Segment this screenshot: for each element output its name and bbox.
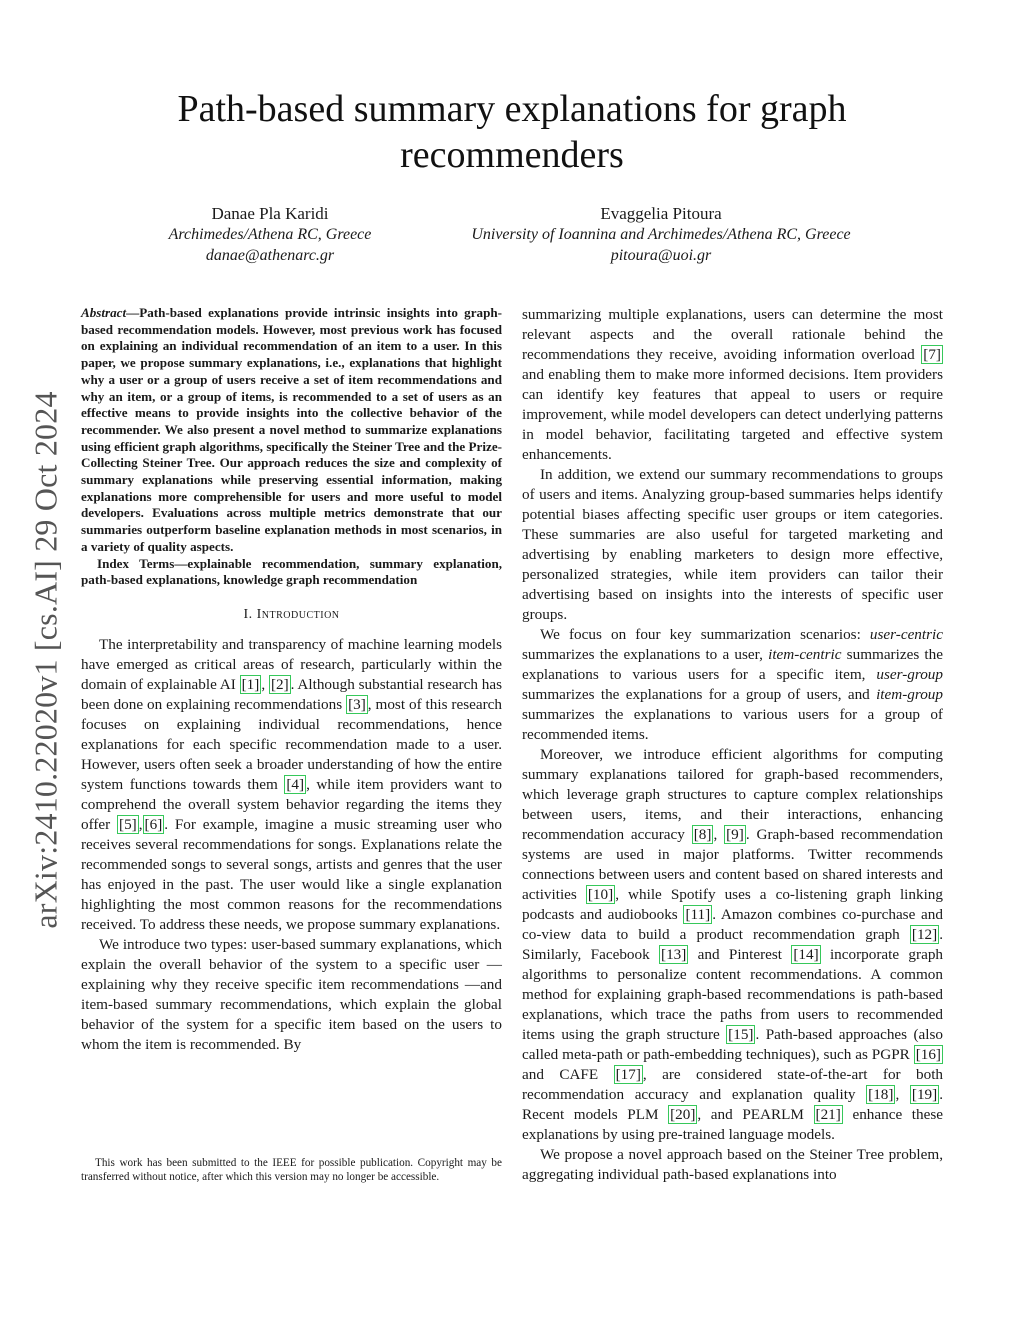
- footnote: This work has been submitted to the IEEE for possible publication. Copyright may be transferred without notice, after which this version may no longer be accessible.: [81, 1157, 502, 1183]
- paragraph: Moreover, we introduce efficient algorithms for computing summary explanations tailored for graph-based recommenders, which leverage graph structures to capture complex relationships between users, items, and their interactions, enhancing recommendation accuracy [8] , [9] . Graph-based recommendation systems are used in major platforms. Twitter recommends connections between users and content based on shared interests and activities [10] , while Spotify uses a co-listening graph linking podcasts and audiobooks [11] . Amazon combines co-purchase and co-view data to build a product recommendation graph [12] . Similarly, Facebook [13] and Pinterest [14] incorporate graph algorithms to personalize content recommendations. A common method for explaining graph-based recommendations is path-based explanations, which trace the paths from users to recommended items using the graph structure [15] . Path-based approaches (also called meta-path or path-embedding techniques), such as PGPR [16] and CAFE [17] , are considered state-of-the-art for both recommendation accuracy and explanation quality [18] , [19] . Recent models PLM [20] , and PEARLM [21] enhance these explanations by using pre-trained language models.: [522, 746, 944, 1143]
- citation-link[interactable]: [20]: [670, 1106, 696, 1123]
- index-terms-label: Index Terms: [97, 555, 175, 571]
- citation-link[interactable]: [18]: [868, 1086, 894, 1103]
- citation-link[interactable]: [2]: [270, 675, 289, 693]
- author-name: Danae Pla Karidi: [211, 204, 329, 223]
- paper-title: Path-based summary explanations for graph recommenders: [177, 88, 847, 176]
- author-affiliation: Archimedes/Athena RC, Greece: [168, 226, 372, 243]
- citation-link[interactable]: [3]: [348, 695, 366, 713]
- citation-link[interactable]: [19]: [911, 1086, 938, 1103]
- author-block-2: [440, 203, 882, 266]
- index-terms-text: —explainable recommendation, summary explanation, path-based explanations, knowledge graph recommendation: [81, 555, 503, 588]
- abstract: [81, 305, 502, 556]
- author-name: Evaggelia Pitoura: [600, 204, 722, 223]
- author-email: danae@athenarc.gr: [205, 247, 335, 264]
- author-affiliation: University of Ioannina and Archimedes/Athena RC, Greece: [471, 226, 851, 243]
- citation-link[interactable]: [1]: [241, 675, 260, 693]
- citation-link[interactable]: [17]: [615, 1066, 641, 1083]
- citation-link[interactable]: [9]: [726, 826, 744, 843]
- right-column: [522, 305, 943, 1185]
- paragraph: The interpretability and transparency of machine learning models have emerged as critical areas of research, particularly within the domain of explainable AI [1] , [2] . Although substantial research has been done on explaining recommendations [3] , most of this research focuses on explaining individual recommendations, hence explanations for each specific recommendation made to a user. However, users often seek a broader understanding of how the entire system functions towards them [4] , while item providers want to comprehend the overall system behavior regarding the items they offer [5] , [6] . For example, imagine a music streaming user who receives several recommendations for songs. Explanations relate the recommended songs to several songs, artists and genres that the user has enjoyed in the past. The user would like a single explanation highlighting the most common reasons for the recommendations received. To address these needs, we propose summary explanations.: [81, 635, 502, 933]
- paragraph: In addition, we extend our summary recommendations to groups of users and items. Analyzing group-based summaries helps identify potential biases affecting specific user groups or item categories. These summaries are also useful for targeted marketing and advertising by enabling marketers to design more effective, personalized strategies, while item providers can tailor their advertising based on insights into the interests of specific user groups.: [522, 466, 943, 623]
- citation-link[interactable]: [21]: [815, 1106, 841, 1123]
- section-title: Introduction: [256, 606, 340, 622]
- citation-link[interactable]: [6]: [144, 815, 163, 833]
- author-block-1: [140, 203, 400, 266]
- citation-link[interactable]: [12]: [911, 926, 938, 943]
- citation-link[interactable]: [8]: [693, 826, 712, 843]
- paragraph: We focus on four key summarization scenarios: user-centric summarizes the explanations to a user, item-centric summarizes the explanations to various users for a specific item, user-group summarizes the explanations for a group of users, and item-group summarizes the explanations to various users for a group of recommended items.: [522, 626, 943, 743]
- paragraph: We propose a novel approach based on the Steiner Tree problem, aggregating individual path-based explanations into: [522, 1146, 943, 1183]
- arxiv-identifier: arXiv:2410.22020v1 [cs.AI] 29 Oct 2024: [27, 391, 64, 929]
- citation-link[interactable]: [7]: [923, 346, 941, 363]
- section-number: I.: [243, 606, 253, 622]
- citation-link[interactable]: [5]: [119, 815, 137, 833]
- citation-link[interactable]: [13]: [661, 946, 687, 963]
- citation-link[interactable]: [4]: [286, 775, 305, 793]
- citation-link[interactable]: [15]: [728, 1026, 754, 1043]
- citation-link[interactable]: [11]: [685, 906, 711, 923]
- citation-link[interactable]: [16]: [915, 1046, 941, 1063]
- paragraph: We introduce two types: user-based summary explanations, which explain the overall behavior of the system to a specific user —explaining why they receive specific item recommendations —and item-based summary recommendations, which explain the global behavior of the system for a specific item based on the users to whom the item is recommended. By: [81, 935, 502, 1053]
- left-column: [81, 305, 502, 1055]
- citation-link[interactable]: [14]: [793, 946, 819, 963]
- author-email: pitoura@uoi.gr: [610, 247, 712, 264]
- citation-link[interactable]: [10]: [587, 886, 614, 903]
- section-heading: [81, 605, 502, 625]
- abstract-text: —Path-based explanations provide intrinsic insights into graph-based recommendation models. However, most previous work has focused on explaining an individual recommendation of an item to a user. In this paper, we propose summary explanations, i.e., explanations that highlight why a user or a group of users receive a set of item recommendations and why an item, or a group of items, is recommended to a set of users as an effective means to provide insights into the collective behavior of the recommender. We also present a novel method to summarize explanations using efficient graph algorithms, specifically the Steiner Tree and the Prize-Collecting Steiner Tree. Our approach reduces the size and complexity of summary explanations while preserving essential information, making explanations more comprehensible for users and more useful to model developers. Evaluations across multiple metrics demonstrate that our summaries outperform baseline explanation methods in most scenarios, in a variety of quality aspects.: [81, 305, 502, 554]
- abstract-label: Abstract: [81, 305, 127, 320]
- index-terms: [81, 556, 502, 589]
- paragraph: summarizing multiple explanations, users can determine the most relevant aspects and the overall rationale behind the recommendations they receive, avoiding information overload [7] and enabling them to make more informed decisions. Item providers can identify key features that appeal to users or require improvement, while model developers can detect underlying patterns in model behavior, facilitating targeted and effective system enhancements.: [522, 306, 943, 463]
